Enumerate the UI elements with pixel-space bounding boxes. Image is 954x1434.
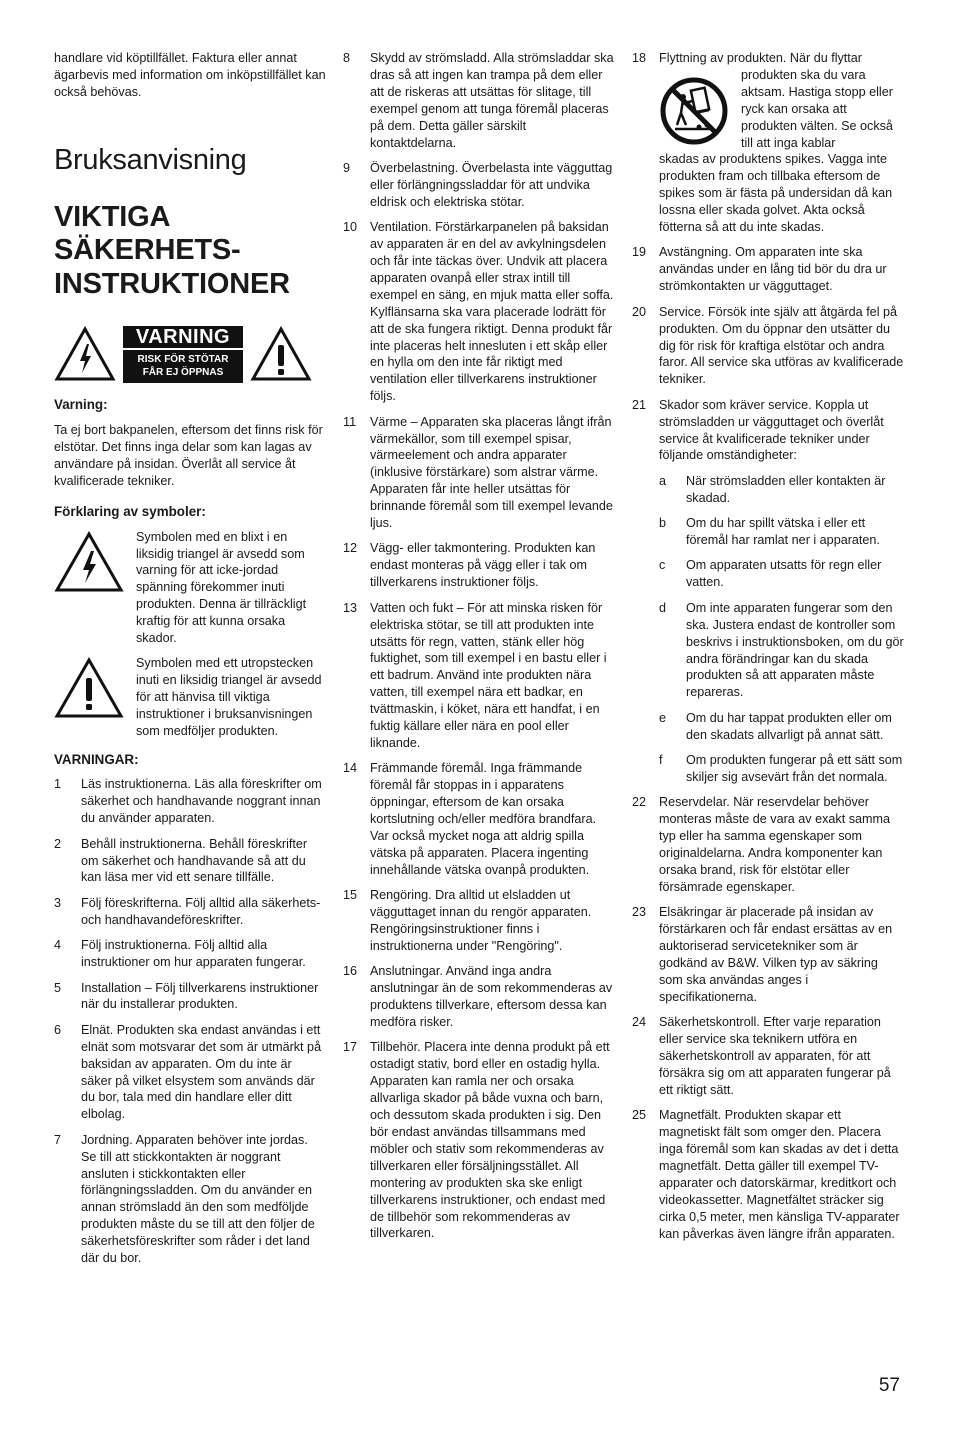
column-1: [54, 50, 326, 1276]
item-number: 8: [343, 51, 351, 65]
item-text: Jordning. Apparaten behöver inte jordas. Se till att stickkontakten är noggrant ansluten i stickkontakten eller förlängningssladden. Om du använder en annan strömsladd än den som medföljde produkten måste du se till att den följer de säkerhetsföreskrifter som råder i det land där du bor.: [81, 1132, 315, 1266]
item-number: 18: [632, 51, 647, 65]
sub-item-letter: d: [659, 600, 667, 615]
exclamation-triangle-icon: [54, 657, 124, 719]
item-number: 24: [632, 1015, 647, 1030]
item-number: 2: [54, 836, 62, 851]
list-item: [54, 1022, 326, 1123]
sub-item-text: När strömsladden eller kontakten är skadad.: [686, 473, 886, 505]
symbol-1-text: Symbolen med en blixt i en liksidig triangel är avsedd som varning för att icke-jordad spänning förekommer inuti produkten. Denna är tillräckligt kraftig för att kunna orsaka skador.: [136, 529, 307, 646]
list-item: [632, 304, 904, 389]
heading-line-2: SÄKERHETS-: [54, 234, 241, 267]
item-text: Ventilation. Förstärkarpanelen på baksidan av apparaten är en del av avkylningsdelen och får inte täckas över. Undvik att placera apparaten ovanpå eller strax intill till exempel en säng, en mjuk matta eller soffa. Kylflänsarna ska vara placerade lodrätt för att de ska fungera riktigt. Denna produkt får inte placeras helt innesluten i ett skåp eller en hylla om den inte får riktigt med ventilation eller tillverkarens instruktioner följs.: [370, 220, 614, 404]
item-text: Vatten och fukt – För att minska risken för elektriska stötar, se till att produkten inte utsätts för regn, vatten, stänk eller hög fuktighet, som till exempel i en bastu eller i ett badrum. Använd inte produkten nära vatten, till exempel nära ett badkar, en tvättmaskin, i köket, nära ett handfat, i en fuktig källare eller nära en pool eller liknande.: [370, 600, 607, 750]
varning-text: Ta ej bort bakpanelen, eftersom det finns risk för elstötar. Det finns inga delar som kan lagas av användare på insidan. Överlåt all service åt kvalificerade tekniker.: [54, 423, 323, 488]
list-item: [54, 776, 326, 827]
item-text: Reservdelar. När reservdelar behöver monteras måste de vara av exakt samma typ eller ha samma egenskaper som originaldelarna. Andra komponenter kan orsaka brand, risk för elstötar eller försämrade egenskaper.: [659, 795, 890, 894]
symbols-heading: Förklaring av symboler:: [54, 503, 206, 519]
item-text: Vägg- eller takmontering. Produkten kan endast monteras på vägg eller i tak om tillverkarens instruktioner följs.: [370, 541, 596, 590]
sub-item-text: Om apparaten utsatts för regn eller vatten.: [686, 558, 882, 590]
item-text: Följ föreskrifterna. Följ alltid alla säkerhets- och handhavandeföreskrifter.: [81, 895, 321, 927]
sub-item-text: Om produkten fungerar på ett sätt som skiljer sig avsevärt från det normala.: [686, 753, 903, 784]
exclamation-triangle-icon: [250, 326, 312, 382]
item-text-with-subitems: [659, 397, 904, 786]
lightning-triangle-icon: [54, 326, 116, 382]
warnings-heading: VARNINGAR:: [54, 751, 139, 767]
item-text: Magnetfält. Produkten skapar ett magnetiskt fält som omger den. Placera inga föremål som kan skadas av det i detta magnetfält. Detta gäller till exempel TV-apparater och datorskärmar, kreditkort och videokassetter. Magnetfältet sträcker sig cirka 0,5 meter, men känsliga TV-apparater kan påverkas även längre ifrån apparaten.: [659, 1108, 900, 1241]
item-number: 23: [632, 905, 647, 920]
item-number: 9: [343, 160, 351, 175]
warning-label-text: [123, 326, 243, 383]
sub-item-text: Om inte apparaten fungerar som den ska. Justera endast de kontroller som beskrivs i instruktionsboken, om du gör andra förändringar kan du skada produkten så att apparaten måste repareras.: [686, 600, 904, 700]
list-item: [343, 414, 614, 532]
item-text: Rengöring. Dra alltid ut elsladden ut vägguttaget innan du rengör apparaten. Rengöringsinstruktioner finns i instruktionerna under "Rengöring".: [370, 888, 592, 953]
main-heading: [54, 201, 326, 302]
item-text: Främmande föremål. Inga främmande föremål får stoppas in i apparatens öppningar, eftersom de kan orsaka kortslutning och/eller medföra brandfara. Var också mycket noga att aldrig spilla vätska på apparaten. Placera ingenting innehållande vätska ovanpå produkten.: [370, 761, 597, 877]
symbol-explanation-2: [54, 655, 326, 740]
list-item: [343, 1039, 614, 1242]
item-number: 12: [343, 541, 358, 556]
list-item-21: [632, 397, 904, 786]
column-3: [632, 50, 904, 1251]
item-number: 3: [54, 895, 62, 910]
item-text: Elsäkringar är placerade på insidan av förstärkaren och får endast ersättas av en auktoriserad servicetekniker som är godkänd av B&W. Vilken typ av säkring som ska användas anges i specifikationerna.: [659, 905, 893, 1004]
sub-item-text: Om du har tappat produkten eller om den skadats allvarligt på annat sätt.: [686, 710, 892, 742]
list-item: [343, 887, 614, 955]
sub-item-letter: c: [659, 558, 666, 573]
item-number: 11: [343, 414, 357, 429]
item-18-rest-text: skadas av produktens spikes. Vagga inte produkten fram och tillbaka eftersom de spikes som är fästa på undersidan då kan lossna eller skada golvet. Akta också fötterna så att du inte skadas.: [659, 152, 893, 235]
item-text: Behåll instruktionerna. Behåll föreskrifter om säkerhet och handhavande så att du kan läsa mer vid ett senare tillfälle.: [81, 836, 308, 885]
list-item: [54, 836, 326, 887]
item-text: Skydd av strömsladd. Alla strömsladdar ska dras så att ingen kan trampa på dem eller att de riskeras att utsättas för slitage, till exempel genom att tunga föremål placeras på dem. Detta gäller särskilt kontaktdelarna.: [370, 51, 614, 150]
warning-word: VARNING: [123, 326, 243, 348]
list-item: [54, 937, 326, 971]
list-item: [343, 600, 614, 752]
item-18-beside-text: produkten ska du vara aktsam. Hastiga stopp eller ryck kan orsaka att produkten välten. Se också till att inga kablar: [741, 67, 893, 150]
item-number: 7: [54, 1132, 62, 1147]
page-number: 57: [878, 1375, 900, 1396]
item-text: Tillbehör. Placera inte denna produkt på ett ostadigt stativ, bord eller en ostadig hylla. Apparaten kan ramla ner och orsaka allvarliga skador på både vuxna och barn, och dessutom skada produkten i sig. Den bör endast användas tillsammans med möbler och stativ som rekommenderas av tillverkaren eller försäljningsstället. All montering av produkten ska ske enligt tillverkarens instruktioner, och endast med de tillbehör som rekommenderas av tillverkaren.: [370, 1040, 610, 1241]
sub-item: [659, 752, 904, 786]
sub-item-letter: e: [659, 710, 667, 725]
list-item: [343, 963, 614, 1031]
varning-heading: Varning:: [54, 397, 108, 413]
sub-item: [659, 473, 904, 507]
warnings-list-1: [54, 776, 326, 1267]
sub-item: [659, 515, 904, 549]
list-item: [54, 1132, 326, 1267]
list-item: [632, 904, 904, 1005]
item-number: 25: [632, 1108, 647, 1123]
list-item: [343, 160, 614, 211]
item-number: 10: [343, 220, 358, 235]
item-18-first-line: Flyttning av produkten. När du flyttar: [659, 51, 862, 65]
warning-small-line-1: RISK FÖR STÖTAR: [137, 353, 229, 365]
item-text: Service. Försök inte själv att åtgärda fel på produkten. Om du öppnar den utsätter du dig för risk för kraftiga elstötar och andra faror. All service ska utföras av kvalificerade tekniker.: [659, 304, 904, 387]
item-number: 19: [632, 245, 647, 260]
list-item: [632, 1014, 904, 1099]
symbol-2-text: Symbolen med ett utropstecken inuti en liksidig triangel är avsedd för att hänvisa till viktiga instruktioner i bruksanvisningen som medföljer produkten.: [136, 656, 322, 738]
list-item: [632, 794, 904, 895]
page-title: Bruksanvisning: [54, 143, 247, 176]
sub-item: [659, 710, 904, 744]
sub-item-letter: a: [659, 473, 667, 488]
item-number: 17: [343, 1040, 358, 1055]
item-text: Anslutningar. Använd inga andra anslutningar än de som rekommenderas av produktens tillverkare, eftersom dessa kan medföra risker.: [370, 964, 613, 1030]
item-text: Värme – Apparaten ska placeras långt ifrån värmekällor, som till exempel spisar, värmeelement och andra apparater (inklusive förstärkare) som alstrar värme. Apparaten får inte heller utsättas för brinnande föremål som till exempel levande ljus.: [370, 414, 613, 531]
item-number: 6: [54, 1022, 62, 1037]
list-item: [343, 760, 614, 878]
list-item: [343, 50, 614, 151]
item-number: 20: [632, 304, 647, 319]
item-text: Överbelastning. Överbelasta inte vägguttag eller förlängningssladdar för att undvika eldrisk och elektriska stötar.: [370, 160, 613, 209]
item-number: 14: [343, 761, 358, 776]
warning-small-text: [123, 350, 243, 383]
sub-item-letter: f: [659, 753, 663, 768]
intro-text: handlare vid köptillfället. Faktura eller annat ägarbevis med information om inköpstillfället kan också behövas.: [54, 51, 326, 99]
list-item: [343, 219, 614, 405]
item-text: Läs instruktionerna. Läs alla föreskrifter om säkerhet och handhavande noggrant innan du använder apparaten.: [81, 777, 322, 826]
item-text: Säkerhetskontroll. Efter varje reparation eller service ska teknikern utföra en säkerhetskontroll av apparaten, för att försäkra sig om att apparaten fungerar på ett riktigt sätt.: [659, 1015, 891, 1097]
warning-small-line-2: FÅR EJ ÖPPNAS: [142, 366, 224, 378]
list-item: [54, 980, 326, 1014]
list-item: [632, 1107, 904, 1242]
sub-item-text: Om du har spillt vätska i eller ett föremål har ramlat ner i apparaten.: [686, 516, 880, 548]
item-number: 22: [632, 795, 647, 810]
item-number: 4: [54, 938, 62, 953]
item-number: 16: [343, 964, 358, 979]
symbol-explanation-1: [54, 529, 326, 647]
warnings-list-3: [632, 50, 904, 1243]
list-item: [54, 895, 326, 929]
item-number: 21: [632, 397, 647, 412]
item-text: Avstängning. Om apparaten inte ska användas under en lång tid bör du dra ur strömkontakten ur vägguttaget.: [659, 245, 887, 294]
column-2: [343, 50, 614, 1251]
sub-item: [659, 557, 904, 591]
warnings-list-2: [343, 50, 614, 1242]
list-item: [632, 244, 904, 295]
item-number: 1: [54, 777, 62, 792]
item-text: [659, 50, 904, 236]
item-number: 15: [343, 888, 358, 903]
item-text: Elnät. Produkten ska endast användas i ett elnät som motsvarar det som är utmärkt på baksidan av apparaten. Om du inte är säker på vilket elsystem som används där du bor, tala med din handlare eller ditt elbolag.: [81, 1022, 322, 1122]
cart-tip-over-warning-icon: [659, 75, 729, 147]
item-number: 13: [343, 600, 358, 615]
list-item: [343, 540, 614, 591]
sub-item: [659, 600, 904, 701]
sub-item-letter: b: [659, 516, 667, 531]
heading-line-1: VIKTIGA: [54, 200, 171, 233]
item-number: 5: [54, 980, 62, 995]
item-text: Installation – Följ tillverkarens instruktioner när du installerar produkten.: [81, 980, 319, 1012]
lightning-triangle-icon: [54, 531, 124, 593]
heading-line-3: INSTRUKTIONER: [54, 267, 290, 300]
item-text: Skador som kräver service. Koppla ut strömsladden ur vägguttaget och överlåt service åt kvalificerade tekniker under följande omständigheter:: [659, 397, 884, 463]
list-item-18: [632, 50, 904, 236]
cart-warning-block: [659, 67, 904, 152]
item-text: Följ instruktionerna. Följ alltid alla instruktioner om hur apparaten fungerar.: [81, 938, 306, 970]
warning-label: [54, 323, 326, 385]
